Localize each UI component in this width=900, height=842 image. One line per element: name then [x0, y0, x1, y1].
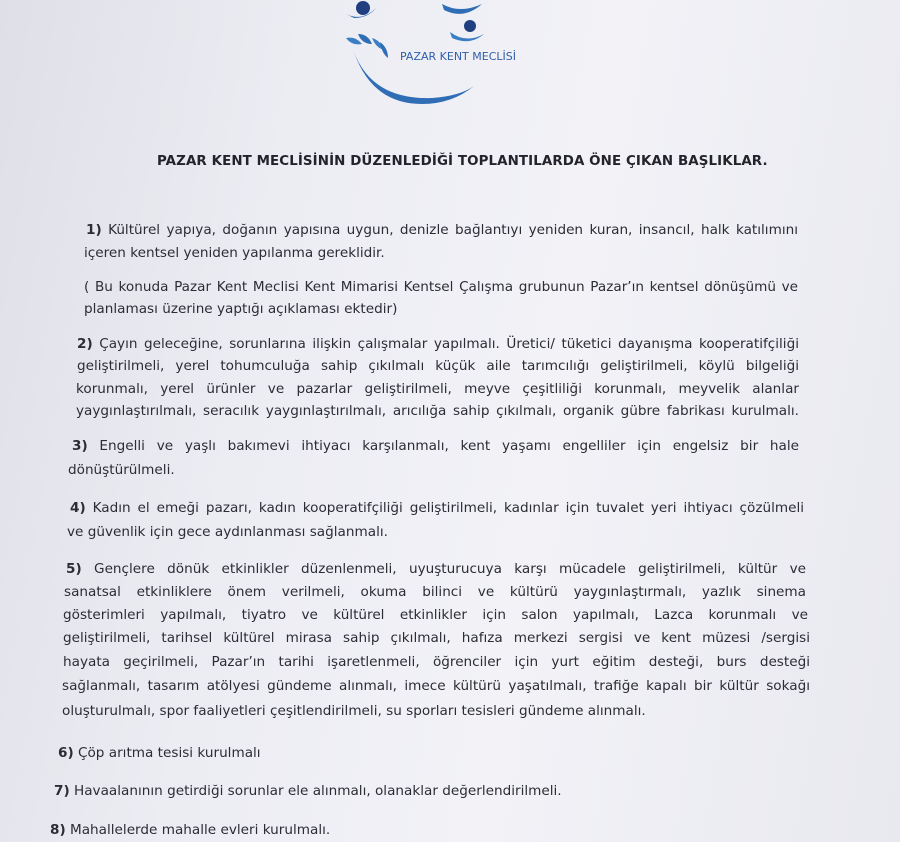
item-5-number: 5) [66, 561, 82, 577]
item-4-number: 4) [70, 500, 86, 516]
item-1-number: 1) [86, 222, 102, 238]
item-4-line-2: ve güvenlik için gece aydınlanması sağlanmalı. [67, 524, 388, 540]
item-4-line-1: 4) Kadın el emeği pazarı, kadın kooperatifçiliği geliştirilmeli, kadınlar için tuvalet yeri ihtiyacı çözülmeli [70, 500, 805, 516]
item-5-line-3: gösterimleri yapılmalı, tiyatro ve kültürel etkinlikler için salon yapılmalı, Lazca korunmalı ve [63, 607, 808, 623]
item-2-line-4: yaygınlaştırılmalı, seracılık yaygınlaştırılmalı, arıcılığa sahip çıkılmalı, organik gübre fabrikası kurulmalı. [76, 403, 799, 419]
logo-text: PAZAR KENT MECLİSİ [400, 50, 516, 63]
item-1-line-2: içeren kentsel yeniden yapılanma gereklidir. [84, 245, 385, 261]
document-heading: PAZAR KENT MECLİSİNİN DÜZENLEDİĞİ TOPLANTILARDA ÖNE ÇIKAN BAŞLIKLAR. [157, 154, 768, 169]
item-5-line-6: sağlanmalı, tasarım atölyesi gündeme alınmalı, imece kültürü yaşatılmalı, trafiğe kapalı bir kültür sokağı [62, 678, 810, 694]
item-3-line-1: 3) Engelli ve yaşlı bakımevi ihtiyacı karşılanmalı, kent yaşamı engelliler için engelsiz bir hale [72, 438, 799, 454]
note-line-1: ( Bu konuda Pazar Kent Meclisi Kent Mimarisi Kentsel Çalışma grubunun Pazar’ın kentsel dönüşümü ve [84, 279, 798, 295]
note-line-2: planlaması üzerine yaptığı açıklaması ektedir) [84, 301, 398, 317]
item-5-line-1: 5) Gençlere dönük etkinlikler düzenlenmeli, uyuşturucuya karşı mücadele geliştirilmeli, kültür ve [66, 561, 807, 577]
item-8-number: 8) [50, 822, 66, 838]
item-5-line-2: sanatsal etkinliklere önem verilmeli, okuma bilinci ve kültürü yaygınlaştırmalı, yazlık sinema [64, 584, 806, 600]
item-6-line-1: 6) Çöp arıtma tesisi kurulmalı [58, 745, 261, 761]
item-6-number: 6) [58, 745, 74, 761]
item-1-line-1: 1) Kültürel yapıya, doğanın yapısına uygun, denizle bağlantıyı yeniden kuran, insancıl, halk katılımını [86, 222, 798, 238]
item-3-number: 3) [72, 438, 88, 454]
item-2-number: 2) [77, 336, 93, 352]
item-7-line-1: 7) Havaalanının getirdiği sorunlar ele alınmalı, olanaklar değerlendirilmeli. [54, 783, 562, 799]
item-2-line-1: 2) Çayın geleceğine, sorunlarına ilişkin çalışmalar yapılmalı. Üretici/ tüketici dayanışma kooperatifçiliği [77, 336, 799, 352]
item-5-line-4: geliştirilmeli, tarihsel kültürel mirasa sahip çıkılmalı, hafıza merkezi sergisi ve kent müzesi /sergisi [63, 630, 810, 646]
item-5-line-5: hayata geçirilmeli, Pazar’ın tarihi işaretlenmeli, öğrenciler için yurt eğitim desteği, burs desteği [63, 654, 810, 670]
item-2-line-2: geliştirilmeli, yerel tohumculuğa sahip çıkılmalı küçük aile tarımcılığı geliştirilmeli, köylü bilgeliği [77, 358, 799, 374]
item-5-line-7: oluşturulmalı, spor faaliyetleri çeşitlendirilmeli, su sporları tesisleri gündeme alınmalı. [62, 703, 646, 719]
item-7-number: 7) [54, 783, 70, 799]
item-3-line-2: dönüştürülmeli. [68, 462, 175, 478]
item-8-line-1: 8) Mahallelerde mahalle evleri kurulmalı. [50, 822, 331, 838]
item-2-line-3: korunmalı, yerel ürünler ve pazarlar geliştirilmeli, meyve çeşitliliği korunmalı, meyvelik alanlar [76, 381, 799, 397]
